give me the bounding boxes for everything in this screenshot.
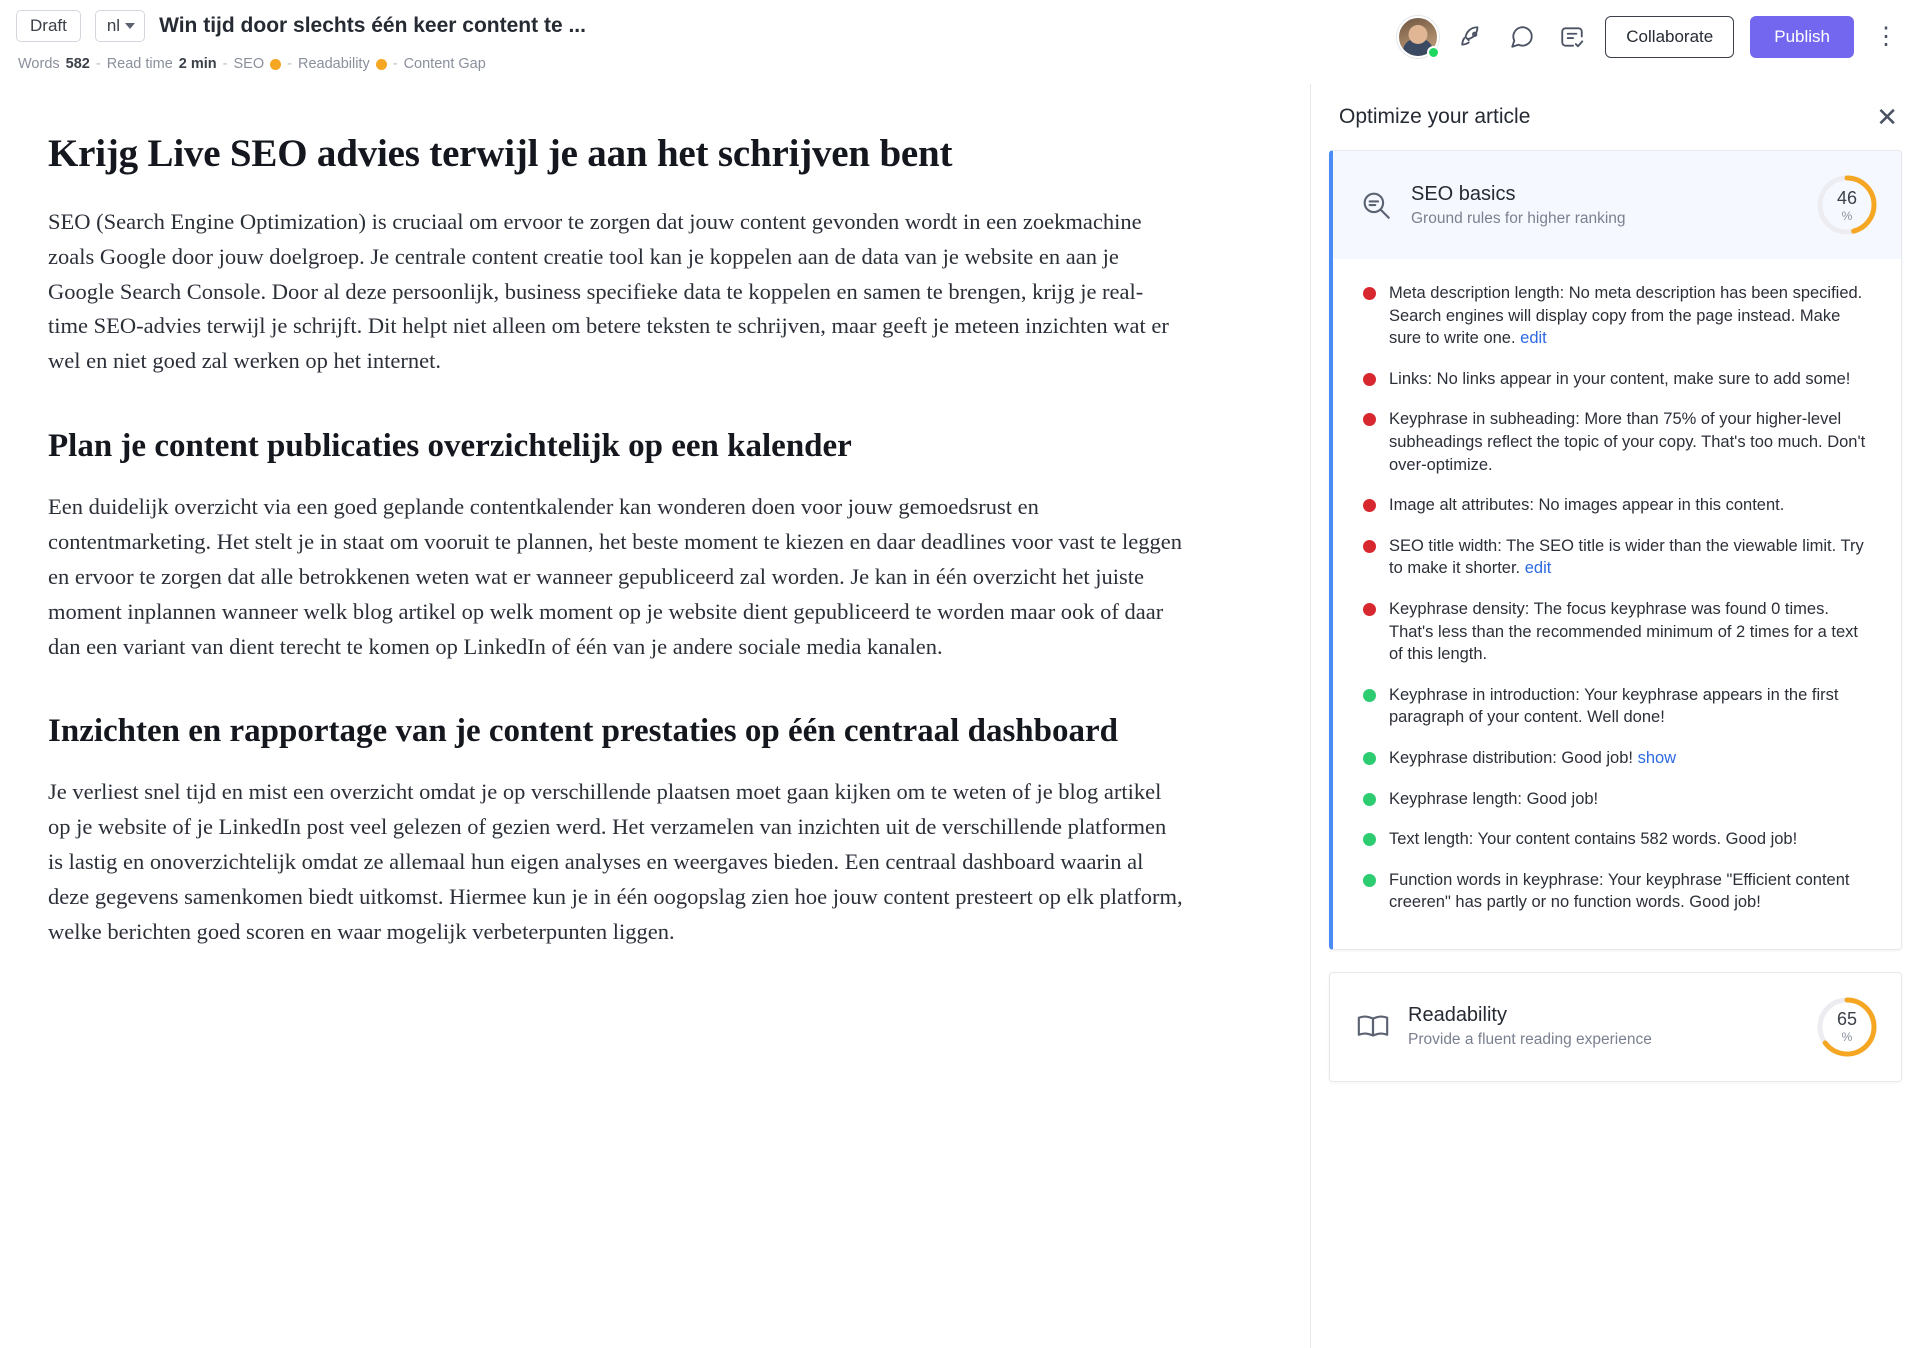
seo-label[interactable]: SEO	[233, 56, 265, 72]
sidebar-title: Optimize your article	[1339, 105, 1531, 128]
read-time-value: 2 min	[178, 56, 217, 72]
seo-score-value: 46	[1836, 187, 1858, 208]
words-value: 582	[65, 56, 90, 72]
seo-score-unit: %	[1841, 208, 1853, 223]
close-icon[interactable]: ✕	[1876, 102, 1898, 132]
status-dot-icon	[1363, 499, 1376, 512]
readability-status-dot-icon	[376, 59, 387, 70]
check-text: Keyphrase length: Good job!	[1389, 789, 1599, 808]
language-select[interactable]	[95, 10, 145, 42]
readability-score-gauge	[1815, 995, 1879, 1059]
status-dot-icon	[1363, 540, 1376, 553]
document-meta	[18, 56, 486, 72]
list-item[interactable]	[1363, 359, 1875, 400]
article-paragraph-3[interactable]: Je verliest snel tijd en mist een overzicht omdat je op verschillende plaatsen moet gaan kijken om te weten of je blog artikel op je website of je LinkedIn post veel gelezen of gezien werd. Het verzamelen van inzichten uit de verschillende platformen is lastig en onoverzichtelijk omdat ze allemaal hun eigen analyses en weergaves bieden. Een centraal dashboard waarin al deze gegevens samenkomen biedt uitkomst. Hiermee kun je in één oogopslag zien hoe jouw content presteert op elk platform, welke berichten goed scoren en waar mogelijk verbeterpunten liggen.	[48, 779, 1183, 944]
status-badge[interactable]: Draft	[16, 10, 81, 42]
readability-title: Readability	[1408, 1004, 1507, 1027]
read-time-label: Read time	[106, 56, 173, 72]
sidebar-header	[1311, 84, 1920, 150]
readability-score-value: 65	[1836, 1009, 1858, 1030]
list-item[interactable]	[1363, 779, 1875, 820]
status-dot-icon	[1363, 287, 1376, 300]
language-select-value: nl	[106, 16, 121, 35]
status-dot-icon	[1363, 603, 1376, 616]
check-link[interactable]: edit	[1520, 329, 1547, 348]
words-label: Words	[18, 56, 60, 72]
meta-separator-1: -	[95, 56, 101, 72]
collaborate-button[interactable]: Collaborate	[1605, 16, 1734, 58]
comment-icon[interactable]	[1505, 20, 1539, 54]
seo-basics-card-header[interactable]	[1333, 151, 1901, 259]
rocket-icon[interactable]	[1455, 20, 1489, 54]
check-text: Keyphrase distribution: Good job!	[1389, 748, 1633, 767]
seo-score-gauge	[1815, 173, 1879, 237]
meta-separator-4: -	[392, 56, 398, 72]
magnifier-icon	[1359, 188, 1393, 222]
readability-subtitle: Provide a fluent reading experience	[1408, 1031, 1652, 1049]
page-title[interactable]: Win tijd door slechts één keer content te ...	[159, 14, 586, 38]
optimize-sidebar	[1310, 84, 1920, 1348]
list-item[interactable]	[1363, 526, 1875, 589]
list-item[interactable]	[1363, 819, 1875, 860]
article-paragraph-2[interactable]: Een duidelijk overzicht via een goed geplande contentkalender kan wonderen doen voor jouw gemoedsrust en contentmarketing. Het stelt je in staat om vooruit te plannen, het beste moment te kiezen en daar deadlines voor vast te leggen en ervoor te zorgen dat alle betrokkenen weten wat er wanneer gepubliceerd zal worden. Je kan in één overzicht het juiste moment inplannen wanneer welk blog artikel op welk moment op je website dient gepubliceerd te worden maar ook of daar dan een variant van dient terecht te komen op LinkedIn of één van je andere sociale media kanalen.	[48, 494, 1183, 659]
top-bar	[0, 0, 1920, 84]
meta-separator-2: -	[222, 56, 228, 72]
article-heading-1[interactable]: Krijg Live SEO advies terwijl je aan het schrijven bent	[48, 132, 953, 175]
check-text: Links: No links appear in your content, make sure to add some!	[1389, 369, 1851, 388]
readability-label[interactable]: Readability	[297, 56, 370, 72]
list-item[interactable]	[1363, 589, 1875, 675]
status-dot-icon	[1363, 793, 1376, 806]
check-text: Image alt attributes: No images appear in this content.	[1389, 496, 1785, 515]
article-editor[interactable]	[0, 84, 1310, 1348]
check-text: Text length: Your content contains 582 words. Good job!	[1389, 830, 1798, 849]
check-text: Keyphrase in subheading: More than 75% of your higher-level subheadings reflect the topic of your copy. That's too much. Don't over-optimize.	[1389, 410, 1866, 474]
article-paragraph-1[interactable]: SEO (Search Engine Optimization) is cruciaal om ervoor te zorgen dat jouw content gevonden wordt in een zoekmachine zoals Google door jouw doelgroep. Je centrale content creatie tool kan je koppelen aan de data van je website en aan je Google Search Console. Door al deze persoonlijk, business specifieke data te koppelen en samen te brengen, krijg je real-time SEO-advies terwijl je schrijft. Dit helpt niet alleen om betere teksten te schrijven, maar geeft je meteen inzichten wat er wel en niet goed zal werken op het internet.	[48, 208, 1169, 374]
list-item[interactable]	[1363, 675, 1875, 738]
status-dot-icon	[1363, 373, 1376, 386]
task-check-icon[interactable]	[1555, 20, 1589, 54]
list-item[interactable]	[1363, 485, 1875, 526]
status-dot-icon	[1363, 689, 1376, 702]
list-item[interactable]	[1363, 273, 1875, 359]
readability-score-unit: %	[1841, 1030, 1853, 1045]
book-icon	[1356, 1010, 1390, 1044]
chevron-down-icon	[125, 23, 135, 29]
seo-basics-title: SEO basics	[1411, 182, 1516, 205]
list-item[interactable]	[1363, 860, 1875, 923]
check-link[interactable]: edit	[1524, 559, 1552, 578]
check-text: Keyphrase density: The focus keyphrase was found 0 times. That's less than the recommended minimum of 2 times for a text of this length.	[1389, 599, 1859, 664]
seo-checklist	[1333, 259, 1901, 949]
check-link[interactable]: show	[1637, 748, 1677, 767]
status-dot-icon	[1363, 752, 1376, 765]
status-dot-icon	[1363, 874, 1376, 887]
check-text: Function words in keyphrase: Your keyphrase "Efficient content creeren" has partly or no function words. Good job!	[1389, 870, 1850, 912]
article-heading-3[interactable]: Inzichten en rapportage van je content prestaties op één centraal dashboard	[48, 713, 1118, 750]
more-options-icon[interactable]: ⋮	[1874, 23, 1898, 50]
list-item[interactable]	[1363, 738, 1875, 779]
status-dot-icon	[1363, 833, 1376, 846]
document-header	[16, 10, 586, 42]
meta-separator-3: -	[287, 56, 292, 72]
seo-basics-card[interactable]	[1329, 150, 1902, 950]
publish-button[interactable]: Publish	[1750, 16, 1854, 58]
check-text: Keyphrase in introduction: Your keyphrase appears in the first paragraph of your content. Well done!	[1389, 685, 1839, 727]
avatar[interactable]	[1397, 16, 1439, 58]
check-text: Meta description length: No meta description has been specified. Search engines will display copy from the page instead. Make sure to write one.	[1389, 284, 1863, 348]
readability-card-header[interactable]	[1330, 973, 1901, 1081]
content-gap-label[interactable]: Content Gap	[403, 56, 486, 72]
article-heading-2[interactable]: Plan je content publicaties overzichtelijk op een kalender	[48, 428, 852, 465]
readability-card[interactable]	[1329, 972, 1902, 1082]
seo-basics-subtitle: Ground rules for higher ranking	[1411, 209, 1626, 227]
seo-status-dot-icon	[270, 59, 281, 70]
status-dot-icon	[1363, 413, 1376, 426]
list-item[interactable]	[1363, 399, 1875, 485]
avatar-online-status-icon	[1427, 46, 1440, 59]
check-text: SEO title width: The SEO title is wider than the viewable limit. Try to make it shorter.	[1389, 536, 1864, 578]
top-bar-actions	[1397, 16, 1902, 58]
